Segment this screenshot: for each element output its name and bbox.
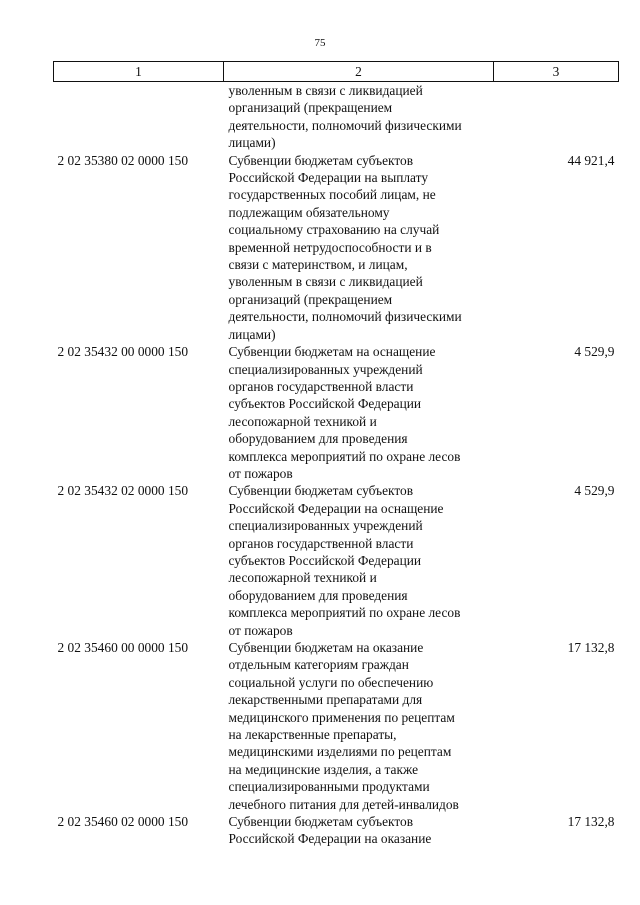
revenue-name-line: Субвенции бюджетам субъектов: [228, 152, 414, 168]
revenue-name-line: социальному страхованию на случай: [228, 222, 440, 238]
revenue-name-line: связи с материнством, и лицам,: [228, 257, 408, 273]
revenue-name: [224, 639, 494, 813]
revenue-name-line: Российской Федерации на оснащение: [228, 500, 444, 516]
header-row: [54, 62, 619, 82]
classification-code: 2 02 35460 00 0000 150: [57, 640, 189, 655]
amount-value: 4 529,9: [574, 483, 615, 499]
revenue-name-line: от пожаров: [228, 622, 293, 638]
amount-value: 44 921,4: [567, 152, 615, 168]
table-body: [54, 82, 619, 848]
revenue-name-line: комплекса мероприятий по охране лесов: [228, 448, 461, 464]
revenue-name: [224, 343, 494, 482]
revenue-name: [224, 152, 494, 343]
revenue-name-line: лечебного питания для детей-инвалидов: [228, 796, 459, 812]
revenue-name-line: Субвенции бюджетам субъектов: [228, 483, 414, 499]
revenue-name-line: уволенным в связи с ликвидацией: [228, 83, 423, 98]
revenue-name-line: Субвенции бюджетам субъектов: [228, 814, 414, 830]
classification-code: [54, 82, 224, 152]
revenue-name-line: подлежащим обязательному: [228, 204, 390, 220]
column-header-name: 2: [224, 62, 494, 82]
budget-revenue-table: [53, 61, 619, 848]
classification-code: 2 02 35460 02 0000 150: [57, 814, 189, 830]
revenue-name-line: лицами): [228, 326, 276, 342]
revenue-name-line: специализированных учреждений: [228, 361, 423, 377]
revenue-name-line: на лекарственные препараты,: [228, 727, 397, 743]
revenue-name-line: отдельным категориям граждан: [228, 657, 409, 673]
revenue-name-line: Субвенции бюджетам на оснащение: [228, 344, 436, 360]
revenue-name-line: специализированных учреждений: [228, 518, 423, 534]
amount-value: 17 132,8: [567, 814, 615, 830]
revenue-name-line: деятельности, полномочий физическими: [228, 309, 462, 325]
revenue-name-line: Российской Федерации на оказание: [228, 831, 432, 847]
revenue-name: [224, 813, 494, 848]
revenue-name-line: медицинскими изделиями по рецептам: [228, 744, 452, 760]
page-number: 75: [314, 37, 326, 49]
amount-value: 4 529,9: [574, 344, 615, 360]
amount-value: 17 132,8: [567, 640, 615, 655]
table-row: [54, 152, 619, 343]
table-row: [54, 639, 619, 813]
revenue-name-line: организаций (прекращением: [228, 291, 393, 307]
classification-code: 2 02 35432 00 0000 150: [57, 344, 189, 360]
revenue-name-line: субъектов Российской Федерации: [228, 396, 422, 412]
table-row: [54, 82, 619, 152]
amount-value: [494, 82, 619, 152]
classification-code: 2 02 35432 02 0000 150: [57, 483, 189, 499]
revenue-name-line: субъектов Российской Федерации: [228, 552, 422, 568]
table-row: [54, 482, 619, 639]
classification-code: 2 02 35380 02 0000 150: [57, 152, 189, 168]
revenue-name-line: органов государственной власти: [228, 535, 414, 551]
table-row: [54, 343, 619, 482]
revenue-name-line: государственных пособий лицам, не: [228, 187, 436, 203]
revenue-name-line: Субвенции бюджетам на оказание: [228, 640, 424, 655]
revenue-name: [224, 482, 494, 639]
revenue-name-line: от пожаров: [228, 465, 293, 481]
revenue-name-line: Российской Федерации на выплату: [228, 170, 429, 186]
revenue-name-line: временной нетрудоспособности и в: [228, 239, 432, 255]
revenue-name-line: лекарственными препаратами для: [228, 692, 423, 708]
revenue-name-line: специализированными продуктами: [228, 779, 430, 795]
table-row: [54, 813, 619, 848]
revenue-name-line: деятельности, полномочий физическими: [228, 117, 462, 133]
revenue-name-line: лицами): [228, 135, 276, 151]
revenue-name: [224, 82, 494, 152]
revenue-name-line: органов государственной власти: [228, 378, 414, 394]
revenue-name-line: на медицинские изделия, а также: [228, 761, 419, 777]
revenue-name-line: лесопожарной техникой и: [228, 413, 377, 429]
revenue-name-line: лесопожарной техникой и: [228, 570, 377, 586]
column-header-amount: 3: [494, 62, 619, 82]
revenue-name-line: комплекса мероприятий по охране лесов: [228, 605, 461, 621]
column-header-code: 1: [54, 62, 224, 82]
revenue-name-line: оборудованием для проведения: [228, 587, 408, 603]
revenue-name-line: уволенным в связи с ликвидацией: [228, 274, 423, 290]
revenue-name-line: оборудованием для проведения: [228, 431, 408, 447]
table-header: [54, 62, 619, 82]
revenue-name-line: социальной услуги по обеспечению: [228, 674, 434, 690]
revenue-name-line: медицинского применения по рецептам: [228, 709, 455, 725]
revenue-name-line: организаций (прекращением: [228, 100, 393, 116]
